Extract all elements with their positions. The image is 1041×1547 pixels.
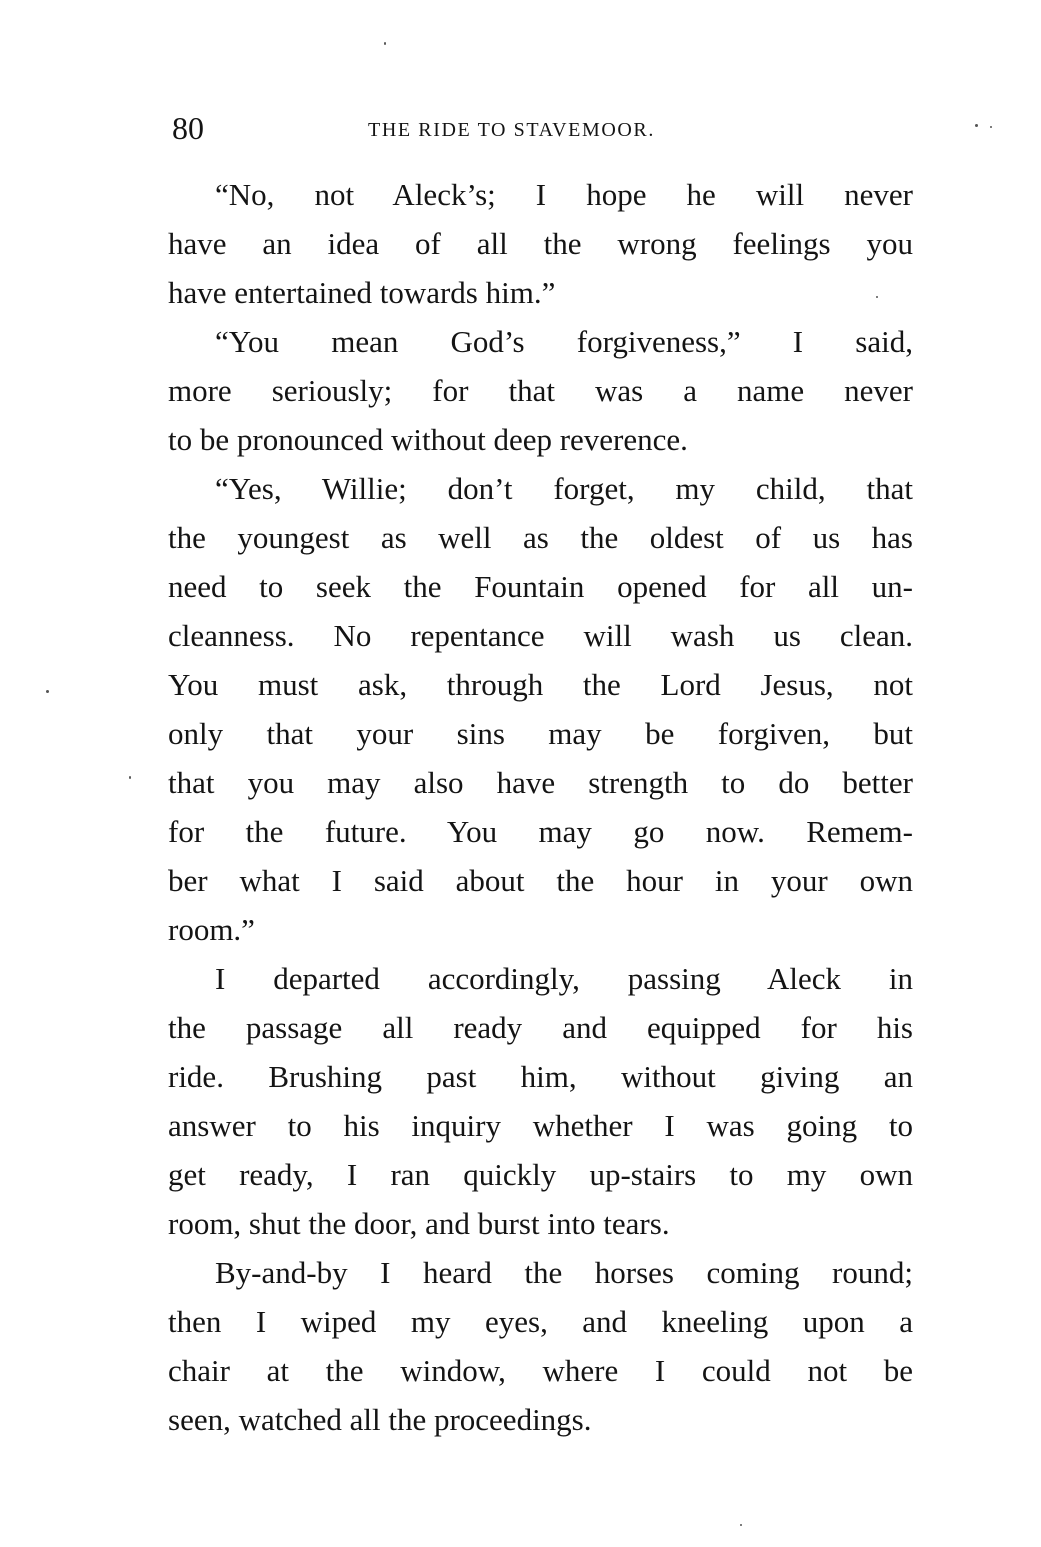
text-line: for the future. You may go now. Remem-: [168, 814, 913, 849]
scan-speck: [46, 690, 49, 693]
page-number: 80: [172, 110, 204, 146]
scan-speck: [876, 296, 878, 298]
text-line: the youngest as well as the oldest of us has: [168, 520, 913, 555]
text-line: By-and-by I heard the horses coming round;: [215, 1255, 913, 1290]
text-line: ber what I said about the hour in your own: [168, 863, 913, 898]
text-line: ride. Brushing past him, without giving an: [168, 1059, 913, 1094]
page-header: [170, 108, 914, 148]
text-line: need to seek the Fountain opened for all un-: [168, 569, 913, 604]
scan-speck: [740, 1524, 742, 1526]
running-head: THE RIDE TO STAVEMOOR.: [368, 119, 655, 141]
scan-speck: [129, 776, 131, 779]
paragraph: [168, 464, 913, 954]
text-line: more seriously; for that was a name never: [168, 373, 913, 408]
text-line: chair at the window, where I could not be: [168, 1353, 913, 1388]
text-line: “No, not Aleck’s; I hope he will never: [215, 177, 913, 212]
text-line: have entertained towards him.”: [168, 275, 556, 310]
page-body: [168, 170, 913, 1444]
text-line: I departed accordingly, passing Aleck in: [215, 961, 913, 996]
paragraph: [168, 1248, 913, 1444]
text-line: to be pronounced without deep reverence.: [168, 422, 688, 457]
text-line: “Yes, Willie; don’t forget, my child, that: [215, 471, 913, 506]
text-line: answer to his inquiry whether I was going to: [168, 1108, 913, 1143]
paragraph: [168, 954, 913, 1248]
text-line: then I wiped my eyes, and kneeling upon a: [168, 1304, 913, 1339]
text-line: the passage all ready and equipped for his: [168, 1010, 913, 1045]
text-line: “You mean God’s forgiveness,” I said,: [215, 324, 913, 359]
text-line: get ready, I ran quickly up-stairs to my own: [168, 1157, 913, 1192]
scan-speck: [990, 126, 992, 128]
text-line: room, shut the door, and burst into tears.: [168, 1206, 670, 1241]
paragraph: [168, 317, 913, 464]
paragraph: [168, 170, 913, 317]
text-line: seen, watched all the proceedings.: [168, 1402, 592, 1437]
text-line: only that your sins may be forgiven, but: [168, 716, 913, 751]
text-line: that you may also have strength to do better: [168, 765, 913, 800]
text-line: cleanness. No repentance will wash us clean.: [168, 618, 913, 653]
text-line: You must ask, through the Lord Jesus, not: [168, 667, 913, 702]
text-line: have an idea of all the wrong feelings you: [168, 226, 913, 261]
scan-speck: [975, 124, 978, 127]
scan-speck: [384, 42, 386, 45]
text-line: room.”: [168, 912, 255, 947]
